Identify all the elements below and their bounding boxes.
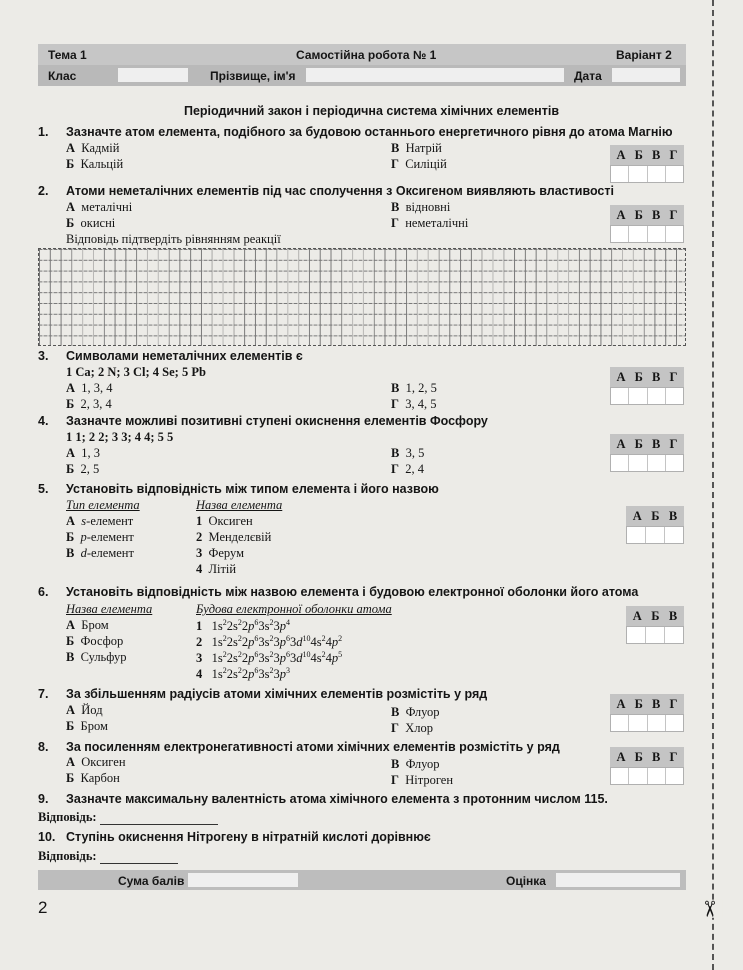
q2-opt-a-letter: А: [66, 200, 76, 214]
answer-letter: Г: [669, 749, 678, 764]
q8-opt-b: Карбон: [80, 771, 120, 785]
q4-number: 4.: [38, 414, 49, 428]
answer-cell[interactable]: [665, 627, 683, 643]
answer-letter: Б: [634, 696, 643, 711]
answer-grid-cells[interactable]: [610, 767, 684, 785]
q4-opt-v: 3, 5: [405, 446, 425, 460]
answer-letter: А: [616, 749, 626, 764]
answer-letter: В: [652, 147, 661, 162]
page-number: 2: [38, 898, 48, 917]
q8-opt-a: Оксиген: [81, 755, 126, 769]
answer-cell[interactable]: [611, 226, 629, 242]
q1-answer-grid[interactable]: [610, 145, 684, 183]
q2-opt-g: неметалічні: [405, 216, 469, 230]
q2-extra: Відповідь підтвердіть рівнянням реакції: [66, 232, 281, 246]
answer-letter: А: [616, 369, 626, 384]
answer-letter: В: [652, 749, 661, 764]
answer-cell[interactable]: [629, 388, 647, 404]
q5-left-a: А s-елемент: [66, 514, 134, 528]
q5-left-b: Б p-елемент: [66, 530, 134, 544]
q7-opt-g-letter: Г: [391, 721, 399, 735]
q9-answer-line[interactable]: [100, 812, 218, 825]
q3-opt-b-letter: Б: [66, 397, 75, 411]
q2-answer-grid[interactable]: [610, 205, 684, 243]
q5-right-3: 3 Ферум: [196, 546, 245, 560]
q7-opt-a-letter: А: [66, 703, 76, 717]
answer-letter: А: [616, 436, 626, 451]
q6-right-4: 4 $1s^22s^22p^63s^23p^3$: [196, 666, 290, 681]
q4-opt-b-letter: Б: [66, 462, 75, 476]
answer-cell[interactable]: [666, 166, 683, 182]
q7-opt-b: Бром: [80, 719, 108, 733]
answer-cell[interactable]: [611, 715, 629, 731]
answer-letter: А: [632, 608, 642, 623]
answer-letter: Б: [634, 749, 643, 764]
answer-grid-header: [626, 606, 684, 626]
q3-opt-b: 2, 3, 4: [80, 397, 112, 411]
answer-grid-header: [610, 367, 684, 387]
q8-opt-b-letter: Б: [66, 771, 75, 785]
answer-grid-cells[interactable]: [626, 626, 684, 644]
q6-right-3: 3 $1s^22s^22p^63s^23p^63d^{10}4s^24p^5$: [196, 650, 343, 665]
answer-letter: Б: [634, 147, 643, 162]
q8-answer-grid[interactable]: [610, 747, 684, 785]
answer-cell[interactable]: [665, 527, 683, 543]
answer-cell[interactable]: [629, 455, 647, 471]
q8-opt-v-letter: В: [391, 757, 400, 771]
q1-opt-b: Кальцій: [80, 157, 124, 171]
q6-right-1: 1 $1s^22s^22p^63s^23p^4$: [196, 618, 290, 633]
q4-list: 1 1; 2 2; 3 3; 4 4; 5 5: [66, 430, 174, 444]
answer-grid-cells[interactable]: [610, 714, 684, 732]
date-label: Дата: [574, 69, 602, 83]
answer-grid-header: [610, 145, 684, 165]
answer-letter: В: [652, 696, 661, 711]
q1-opt-g-letter: Г: [391, 157, 399, 171]
answer-cell[interactable]: [646, 527, 665, 543]
answer-letter: В: [652, 436, 661, 451]
q1-number: 1.: [38, 125, 49, 139]
q3-list: 1 Ca; 2 N; 3 Cl; 4 Se; 5 Pb: [66, 365, 206, 379]
grade-label: Оцінка: [506, 874, 546, 888]
q8-number: 8.: [38, 740, 49, 754]
q6-right-2: 2 $1s^22s^22p^63s^23p^63d^{10}4s^24p^2$: [196, 634, 343, 649]
q8-opt-v: Флуор: [405, 757, 440, 771]
answer-grid-cells[interactable]: [610, 165, 684, 183]
q4-opt-a: 1, 3: [81, 446, 101, 460]
answer-letter: Б: [634, 369, 643, 384]
q4-opt-b: 2, 5: [80, 462, 100, 476]
q1-opt-a: Кадмій: [81, 141, 120, 155]
answer-letter: Г: [669, 207, 678, 222]
q2-text: Атоми неметалічних елементів під час сполучення з Оксигеном виявляють властивості: [66, 184, 614, 198]
scissors-icon: ✂: [697, 899, 723, 919]
answer-letter: А: [616, 147, 626, 162]
q4-answer-grid[interactable]: [610, 434, 684, 472]
q2-opt-g-letter: Г: [391, 216, 399, 230]
answer-cell[interactable]: [629, 715, 647, 731]
q2-opt-b-letter: Б: [66, 216, 75, 230]
topic-label: Тема 1: [48, 48, 87, 62]
q2-number: 2.: [38, 184, 49, 198]
answer-cell[interactable]: [666, 226, 683, 242]
answer-letter: В: [668, 508, 678, 523]
answer-cell[interactable]: [611, 166, 629, 182]
date-field[interactable]: [612, 68, 680, 82]
q9-number: 9.: [38, 792, 49, 806]
sum-label: Сума балів: [118, 874, 185, 888]
answer-cell[interactable]: [611, 388, 629, 404]
q1-opt-v-letter: В: [391, 141, 400, 155]
q8-opt-a-letter: А: [66, 755, 76, 769]
answer-letter: А: [616, 207, 626, 222]
q7-opt-v: Флуор: [405, 705, 440, 719]
q4-opt-a-letter: А: [66, 446, 76, 460]
q6-answer-grid[interactable]: [626, 606, 684, 644]
q3-opt-v-letter: В: [391, 381, 400, 395]
answer-cell[interactable]: [666, 715, 683, 731]
q3-opt-a-letter: А: [66, 381, 76, 395]
q7-opt-v-letter: В: [391, 705, 400, 719]
q3-opt-g: 3, 4, 5: [405, 397, 437, 411]
answer-cell[interactable]: [666, 455, 683, 471]
answer-cell[interactable]: [629, 768, 647, 784]
q2-opt-b: окисні: [80, 216, 116, 230]
q4-text: Зазначте можливі позитивні ступені окиснення елементів Фосфору: [66, 414, 488, 428]
answer-letter: Б: [651, 608, 660, 623]
q2-opt-v-letter: В: [391, 200, 400, 214]
q6-left-b: Б Фосфор: [66, 634, 124, 648]
q1-opt-a-letter: А: [66, 141, 76, 155]
q3-number: 3.: [38, 349, 49, 363]
answer-letter: Г: [669, 369, 678, 384]
answer-cell[interactable]: [648, 226, 666, 242]
cut-line: [712, 0, 714, 970]
q7-text: За збільшенням радіусів атоми хімічних елементів розмістіть у ряд: [66, 687, 488, 701]
answer-cell[interactable]: [648, 768, 666, 784]
answer-cell[interactable]: [629, 166, 647, 182]
q10-answer-line[interactable]: [100, 851, 178, 864]
answer-grid-cells[interactable]: [610, 387, 684, 405]
q1-opt-b-letter: Б: [66, 157, 75, 171]
q4-opt-g: 2, 4: [405, 462, 424, 476]
q9-text: Зазначте максимальну валентність атома хімічного елемента з протонним числом 115.: [66, 792, 608, 806]
answer-letter: Б: [634, 207, 643, 222]
score-footer: [38, 870, 686, 890]
q2-writing-grid[interactable]: [38, 248, 686, 346]
answer-cell[interactable]: [666, 768, 683, 784]
header-row-2: [38, 65, 686, 86]
page-title: Періодичний закон і періодична система хімічних елементів: [183, 104, 560, 118]
work-title: Самостійна робота № 1: [296, 48, 437, 62]
q3-text: Символами неметалічних елементів є: [66, 349, 303, 363]
q5-number: 5.: [38, 482, 49, 496]
answer-grid-header: [610, 747, 684, 767]
q4-opt-v-letter: В: [391, 446, 400, 460]
q5-answer-grid[interactable]: [626, 506, 684, 544]
q9-answer-label: Відповідь:: [38, 810, 97, 824]
q6-left-a: А Бром: [66, 618, 109, 632]
q3-opt-v: 1, 2, 5: [405, 381, 437, 395]
q8-opt-g: Нітроген: [405, 773, 454, 787]
q8-text: За посиленням електронегативності атоми хімічних елементів розмістіть у ряд: [66, 740, 560, 754]
answer-letter: Г: [669, 436, 678, 451]
q10-text: Ступінь окиснення Нітрогену в нітратній кислоті дорівнює: [66, 830, 431, 844]
answer-grid-header: [610, 434, 684, 454]
q10-answer-label: Відповідь:: [38, 849, 97, 863]
q1-opt-g: Силіцій: [405, 157, 447, 171]
answer-grid-header: [626, 506, 684, 526]
answer-cell[interactable]: [666, 388, 683, 404]
class-label: Клас: [48, 69, 77, 83]
q7-answer-grid[interactable]: [610, 694, 684, 732]
answer-grid-cells[interactable]: [610, 454, 684, 472]
answer-cell[interactable]: [627, 627, 646, 643]
answer-letter: Б: [651, 508, 660, 523]
header-row-1: [38, 44, 686, 65]
q6-text: Установіть відповідність між назвою елемента і будовою електронної оболонки його атома: [66, 585, 639, 599]
answer-cell[interactable]: [611, 455, 629, 471]
answer-cell[interactable]: [648, 455, 666, 471]
answer-cell[interactable]: [648, 166, 666, 182]
answer-cell[interactable]: [611, 768, 629, 784]
q5-right-2: 2 Менделєвій: [196, 530, 272, 544]
q7-opt-a: Йод: [81, 703, 103, 717]
answer-cell[interactable]: [646, 627, 665, 643]
q5-col2: Назва елемента: [196, 498, 283, 512]
answer-letter: Г: [669, 696, 678, 711]
answer-letter: Г: [669, 147, 678, 162]
q8-opt-g-letter: Г: [391, 773, 399, 787]
q6-col1: Назва елемента: [66, 602, 153, 616]
q5-text: Установіть відповідність між типом елемента і його назвою: [66, 482, 439, 496]
q7-opt-g: Хлор: [405, 721, 433, 735]
q2-opt-v: відновні: [405, 200, 451, 214]
q6-col2: Будова електронної оболонки атома: [196, 602, 392, 616]
q3-opt-g-letter: Г: [391, 397, 399, 411]
sum-field[interactable]: [188, 873, 298, 887]
q5-col1: Тип елемента: [66, 498, 140, 512]
answer-cell[interactable]: [648, 388, 666, 404]
answer-grid-header: [610, 205, 684, 225]
name-label: Прізвище, ім'я: [210, 69, 296, 83]
answer-letter: А: [616, 696, 626, 711]
answer-letter: А: [632, 508, 642, 523]
answer-letter: В: [652, 369, 661, 384]
answer-grid-header: [610, 694, 684, 714]
q7-opt-b-letter: Б: [66, 719, 75, 733]
grade-field[interactable]: [556, 873, 680, 887]
q1-opt-v: Натрій: [405, 141, 442, 155]
q2-opt-a: металічні: [81, 200, 133, 214]
answer-cell[interactable]: [648, 715, 666, 731]
q4-opt-g-letter: Г: [391, 462, 399, 476]
q3-answer-grid[interactable]: [610, 367, 684, 405]
class-field[interactable]: [118, 68, 188, 82]
q1-text: Зазначте атом елемента, подібного за будовою останнього енергетичного рівня до атома Магнію: [66, 125, 673, 139]
answer-cell[interactable]: [627, 527, 646, 543]
variant-label: Варіант 2: [616, 48, 672, 62]
q7-number: 7.: [38, 687, 49, 701]
name-field[interactable]: [306, 68, 564, 82]
answer-grid-cells[interactable]: [626, 526, 684, 544]
q3-opt-a: 1, 3, 4: [81, 381, 113, 395]
answer-grid-cells[interactable]: [610, 225, 684, 243]
q6-left-v: В Сульфур: [66, 650, 127, 664]
q5-left-v: В d-елемент: [66, 546, 134, 560]
q10-number: 10.: [38, 830, 56, 844]
answer-letter: Б: [634, 436, 643, 451]
answer-cell[interactable]: [629, 226, 647, 242]
q5-right-4: 4 Літій: [196, 562, 237, 576]
answer-letter: В: [668, 608, 678, 623]
answer-letter: В: [652, 207, 661, 222]
q5-right-1: 1 Оксиген: [196, 514, 253, 528]
q6-number: 6.: [38, 585, 49, 599]
